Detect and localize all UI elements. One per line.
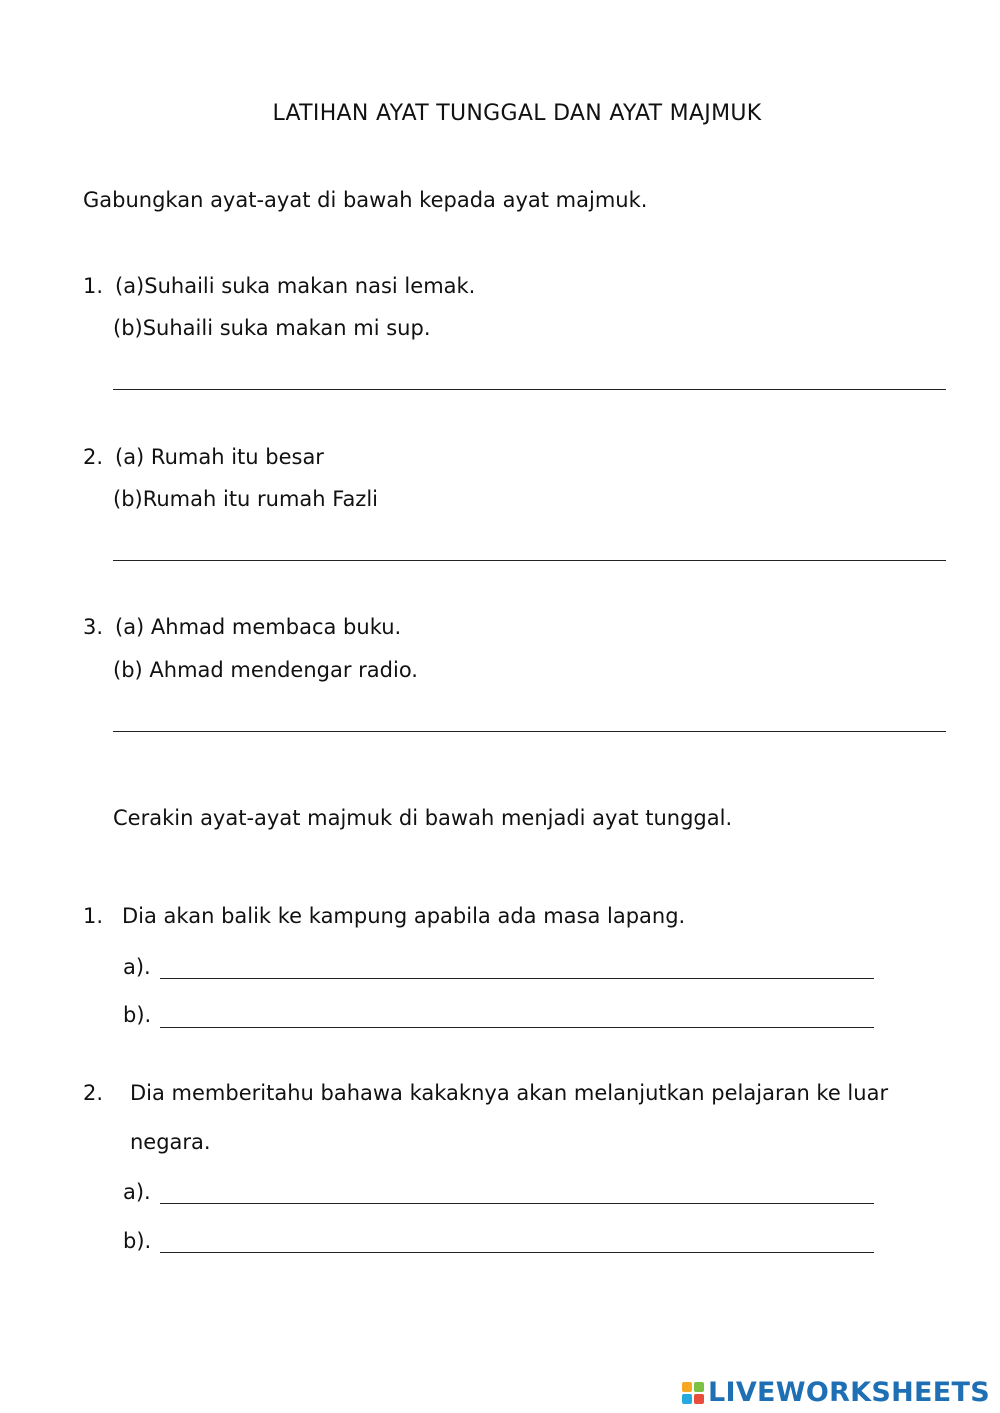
liveworksheets-logo[interactable] bbox=[682, 1377, 990, 1408]
page-title: LATIHAN AYAT TUNGGAL DAN AYAT MAJMUK bbox=[272, 101, 762, 126]
q2-answer-input[interactable] bbox=[113, 529, 954, 559]
q2-number: 2. bbox=[83, 445, 104, 469]
q2-answer-line bbox=[113, 560, 946, 561]
q2-sentence-b: (b)Rumah itu rumah Fazli bbox=[113, 487, 379, 511]
s2-q2-b-line bbox=[160, 1252, 874, 1253]
logo-square-2 bbox=[694, 1382, 704, 1392]
q1-sentence-b: (b)Suhaili suka makan mi sup. bbox=[113, 316, 431, 340]
s2-q1-b-line bbox=[160, 1027, 874, 1028]
q3-number: 3. bbox=[83, 615, 104, 639]
q3-sentence-b: (b) Ahmad mendengar radio. bbox=[113, 658, 418, 682]
logo-square-3 bbox=[682, 1394, 692, 1404]
q1-answer-line bbox=[113, 389, 946, 390]
q2-sentence-a: (a) Rumah itu besar bbox=[115, 445, 324, 469]
q1-number: 1. bbox=[83, 274, 104, 298]
s2-q2-a-input[interactable] bbox=[160, 1172, 882, 1202]
q1-answer-input[interactable] bbox=[113, 358, 954, 388]
s2-q1-a-input[interactable] bbox=[160, 947, 882, 977]
logo-text: LIVEWORKSHEETS bbox=[707, 1377, 990, 1408]
s2-q2-a-label: a). bbox=[123, 1180, 151, 1204]
s2-q1-sentence: Dia akan balik ke kampung apabila ada masa lapang. bbox=[122, 904, 686, 928]
s2-q1-b-input[interactable] bbox=[160, 996, 882, 1026]
s2-q2-number: 2. bbox=[83, 1081, 104, 1105]
logo-square-4 bbox=[694, 1394, 704, 1404]
liveworksheets-logo-icon bbox=[682, 1382, 704, 1404]
s2-q2-sentence-line1: Dia memberitahu bahawa kakaknya akan melanjutkan pelajaran ke luar bbox=[130, 1081, 889, 1105]
s2-q2-a-line bbox=[160, 1203, 874, 1204]
q3-answer-input[interactable] bbox=[113, 700, 954, 730]
q3-sentence-a: (a) Ahmad membaca buku. bbox=[115, 615, 402, 639]
s2-q2-b-label: b). bbox=[123, 1229, 152, 1253]
s2-q1-a-line bbox=[160, 978, 874, 979]
q1-sentence-a: (a)Suhaili suka makan nasi lemak. bbox=[115, 274, 476, 298]
section1-instruction: Gabungkan ayat-ayat di bawah kepada ayat majmuk. bbox=[83, 188, 648, 212]
s2-q2-sentence-line2: negara. bbox=[130, 1130, 211, 1154]
s2-q1-a-label: a). bbox=[123, 955, 151, 979]
s2-q1-number: 1. bbox=[83, 904, 104, 928]
section2-instruction: Cerakin ayat-ayat majmuk di bawah menjadi ayat tunggal. bbox=[113, 806, 733, 830]
s2-q2-b-input[interactable] bbox=[160, 1221, 882, 1251]
logo-square-1 bbox=[682, 1382, 692, 1392]
q3-answer-line bbox=[113, 731, 946, 732]
s2-q1-b-label: b). bbox=[123, 1003, 152, 1027]
